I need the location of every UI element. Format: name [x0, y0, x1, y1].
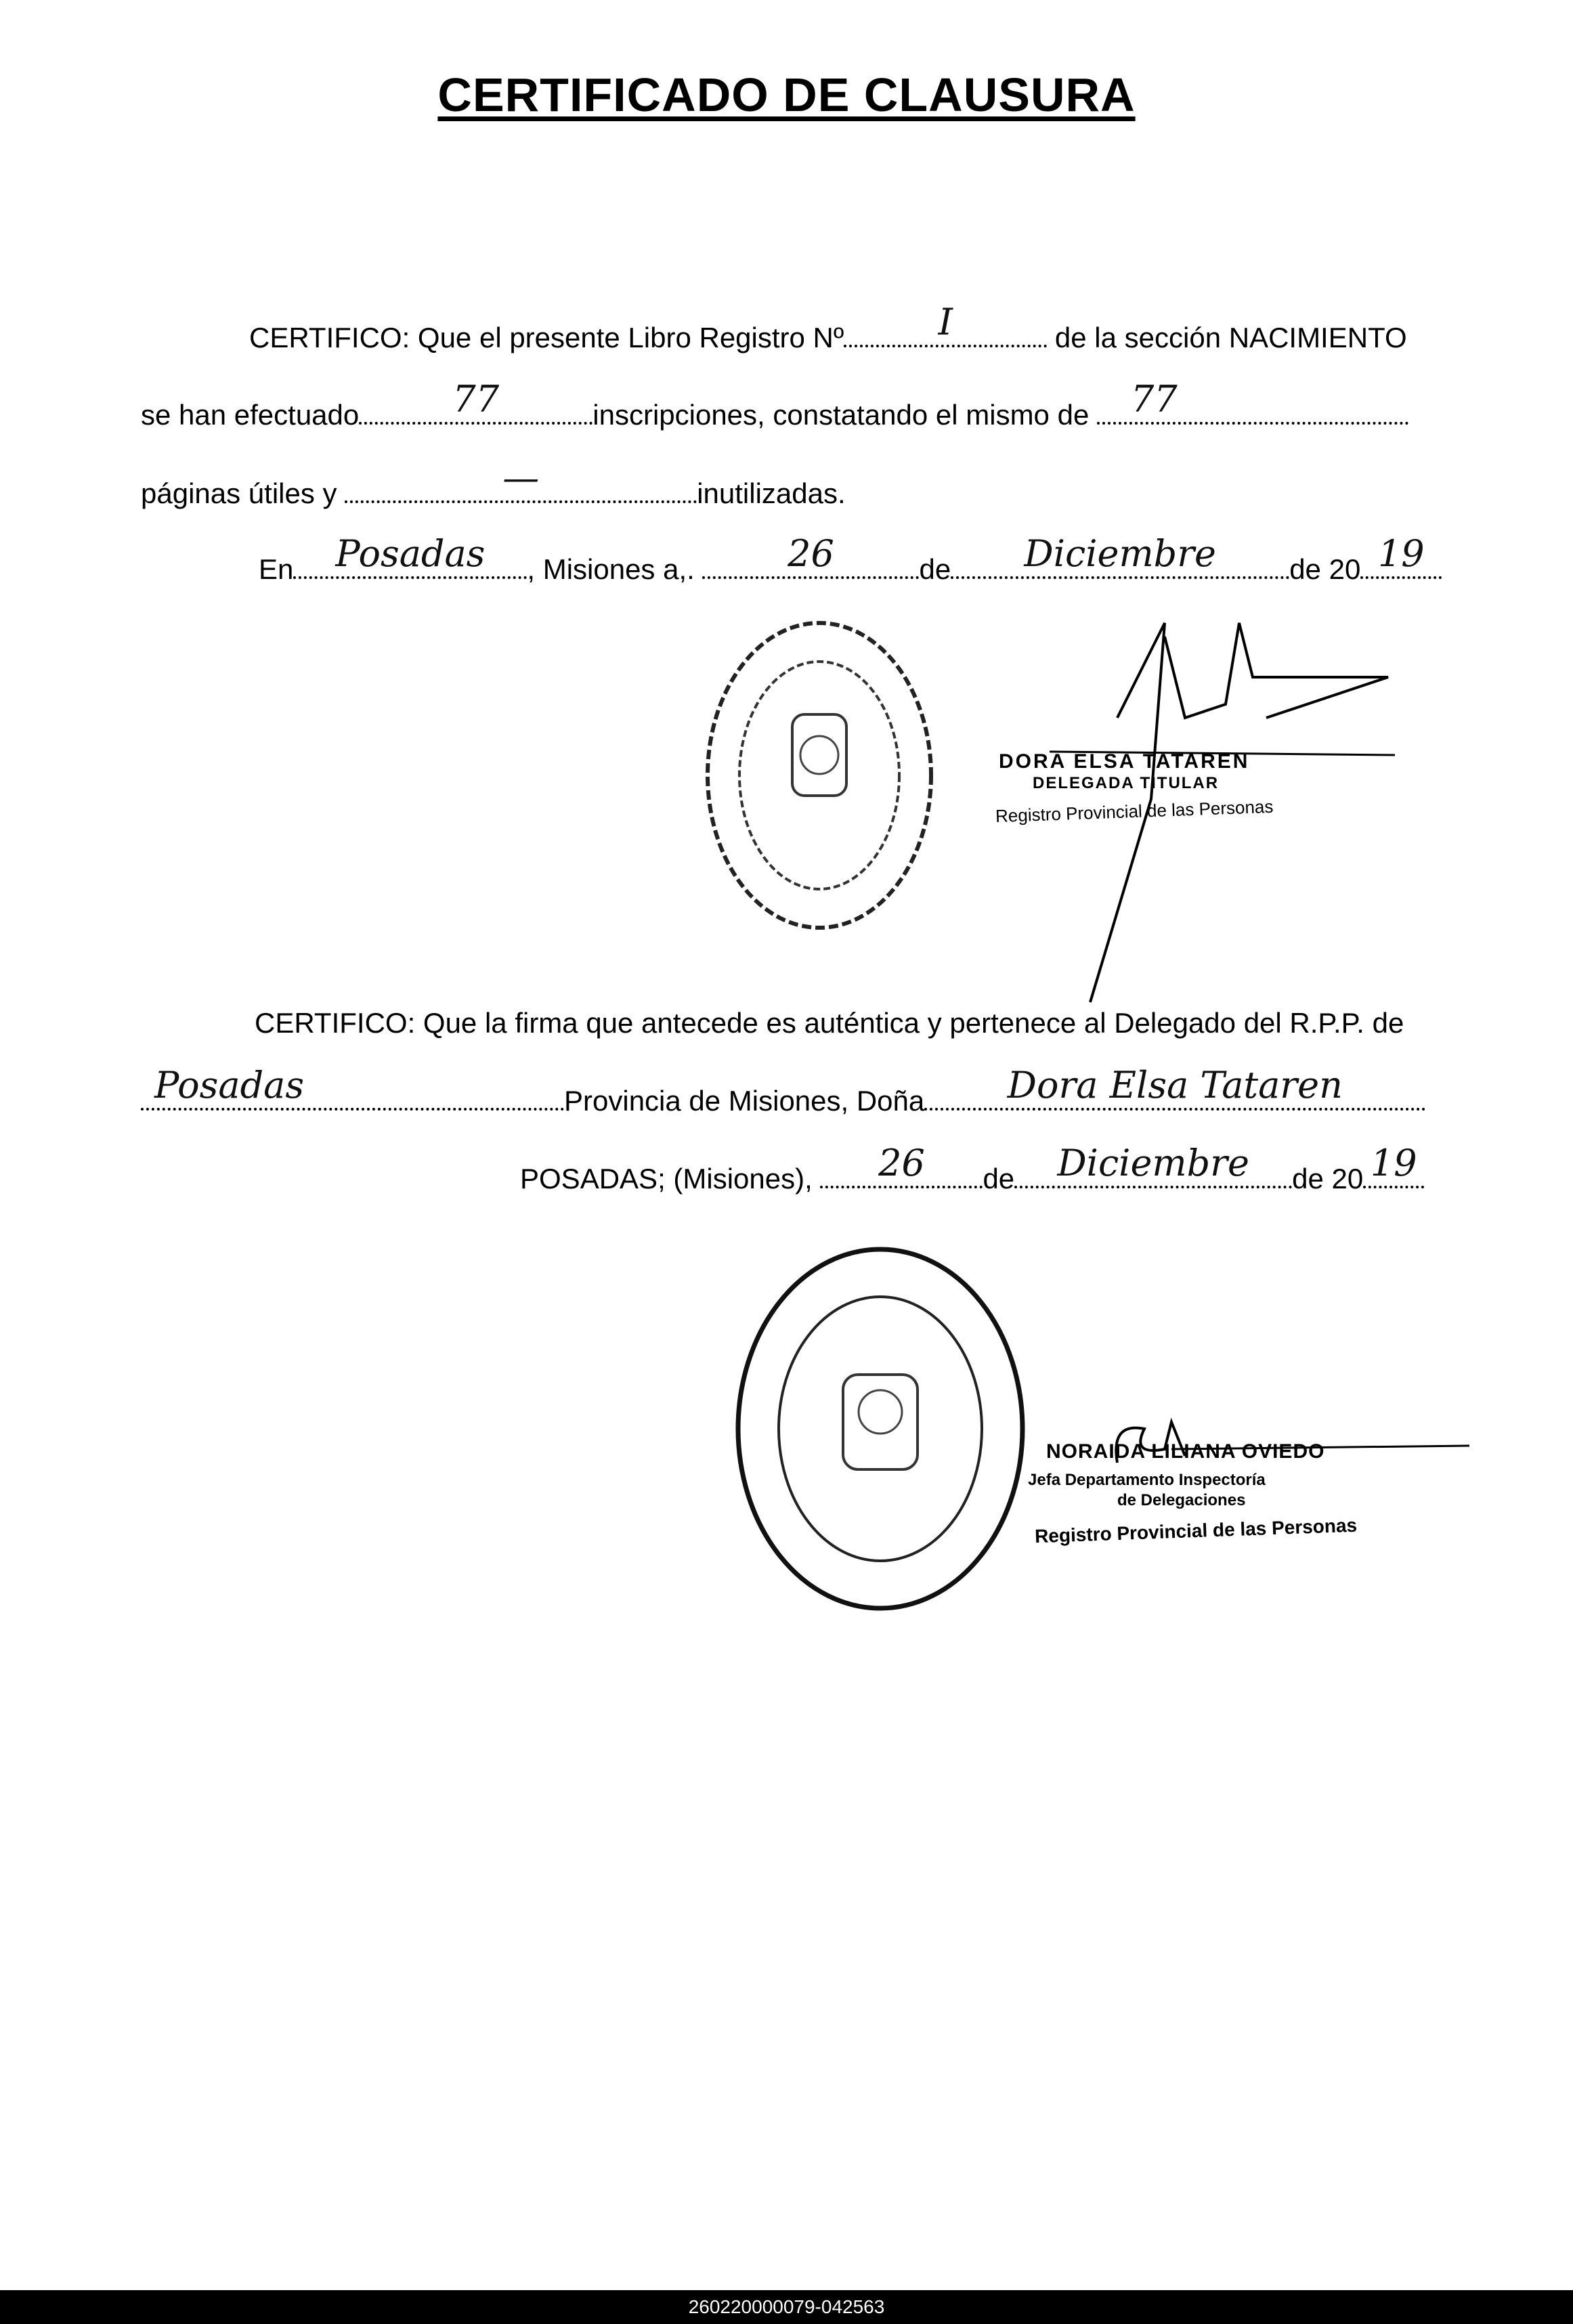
month2-handwritten: Diciembre	[1057, 1142, 1249, 1184]
cert1-line4: En Posadas , Misiones a,. 26 de Diciembre de 20 19	[259, 555, 1442, 584]
footer-code: 260220000079-042563	[0, 2290, 1573, 2324]
month-handwritten: Diciembre	[1024, 532, 1216, 575]
paginas-number: 77	[1130, 378, 1178, 421]
inutilizadas-number: —	[502, 456, 540, 499]
signature-2-role-line2: de Delegaciones	[1117, 1491, 1246, 1509]
cert1-line2: se han efectuado 77 inscripciones, constatando el mismo de 77	[141, 401, 1408, 429]
day2-handwritten: 26	[878, 1142, 925, 1184]
stamp-1	[697, 613, 941, 938]
year-handwritten: 19	[1377, 532, 1425, 575]
place-handwritten: Posadas	[335, 532, 486, 575]
name-handwritten: Dora Elsa Tataren	[1007, 1064, 1343, 1106]
signature-1-role: DELEGADA TITULAR	[1033, 774, 1220, 792]
signature-1-institution: Registro Provincial de las Personas	[995, 796, 1274, 827]
cert2-line3: POSADAS; (Misiones), 26 de Diciembre de 20 19	[520, 1165, 1424, 1193]
stamp-2	[728, 1239, 1033, 1618]
document-title: CERTIFICADO DE CLAUSURA	[437, 68, 1136, 121]
year2-handwritten: 19	[1370, 1142, 1417, 1184]
cert2-line2: Posadas Provincia de Misiones, Doña Dora Elsa Tataren	[141, 1087, 1425, 1115]
signature-2-role-line1: Jefa Departamento Inspectoría	[1028, 1471, 1266, 1489]
signature-2-institution: Registro Provincial de las Personas	[1034, 1514, 1358, 1547]
place2-handwritten: Posadas	[154, 1064, 305, 1106]
cert1-line1: CERTIFICO: Que el presente Libro Registro Nº I de la sección NACIMIENTO	[249, 301, 1407, 353]
signature-2-name: NORAIDA LILIANA OVIEDO	[1046, 1440, 1325, 1463]
cert1-line3: páginas útiles y — inutilizadas.	[141, 456, 846, 509]
inscripciones-number: 77	[452, 378, 500, 421]
signature-1-name: DORA ELSA TATAREN	[999, 750, 1250, 773]
cert2-line1: CERTIFICO: Que la firma que antecede es auténtica y pertenece al Delegado del R.P.P. de	[255, 1007, 1404, 1039]
day-handwritten: 26	[788, 532, 834, 575]
libro-number: I	[938, 301, 953, 343]
